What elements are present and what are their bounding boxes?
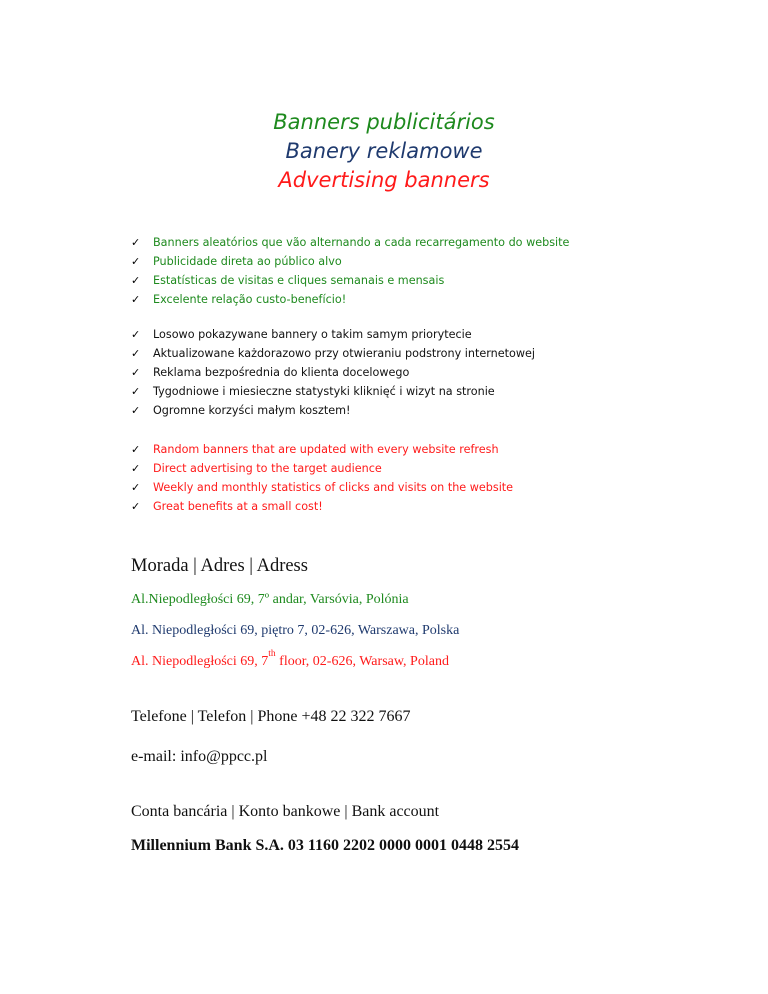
list-item-text: Great benefits at a small cost! (153, 500, 323, 513)
checkmark-icon: ✓ (131, 404, 141, 417)
checkmark-icon: ✓ (131, 255, 141, 268)
list-item (131, 401, 535, 420)
list-item-text: Weekly and monthly statistics of clicks and visits on the website (153, 481, 514, 494)
title-portuguese: Banners publicitários (273, 110, 495, 134)
checkmark-icon: ✓ (131, 293, 141, 306)
checkmark-icon: ✓ (131, 443, 141, 456)
features-list-portuguese (131, 233, 569, 309)
features-list-english (131, 440, 513, 516)
checkmark-icon: ✓ (131, 385, 141, 398)
bank-account-label: Conta bancária | Konto bankowe | Bank account (131, 803, 440, 820)
list-item (131, 271, 569, 290)
checkmark-icon: ✓ (131, 328, 141, 341)
list-item-text: Ogromne korzyści małym kosztem! (153, 404, 351, 417)
list-item (131, 290, 569, 309)
list-item (131, 382, 535, 401)
list-item-text: Estatísticas de visitas e cliques semanais e mensais (153, 274, 445, 287)
address-portuguese: Al.Niepodległości 69, 7º andar, Varsóvia, Polónia (131, 592, 409, 607)
list-item (131, 459, 513, 478)
list-item (131, 478, 513, 497)
list-item-text: Banners aleatórios que vão alternando a cada recarregamento do website (153, 236, 570, 249)
list-item-text: Aktualizowane każdorazowo przy otwieraniu podstrony internetowej (153, 347, 535, 360)
checkmark-icon: ✓ (131, 500, 141, 513)
checkmark-icon: ✓ (131, 462, 141, 475)
title-english: Advertising banners (278, 168, 490, 192)
address-english-ordinal: th (268, 649, 276, 660)
list-item (131, 344, 535, 363)
checkmark-icon: ✓ (131, 274, 141, 287)
list-item-text: Random banners that are updated with every website refresh (153, 443, 499, 456)
checkmark-icon: ✓ (131, 236, 141, 249)
list-item (131, 440, 513, 459)
phone-line: Telefone | Telefon | Phone +48 22 322 7667 (131, 708, 411, 725)
bank-account-number: Millennium Bank S.A. 03 1160 2202 0000 0001 0448 2554 (131, 837, 520, 854)
list-item (131, 325, 535, 344)
address-english (131, 649, 449, 670)
list-item (131, 363, 535, 382)
list-item (131, 252, 569, 271)
title-block (0, 108, 768, 195)
checkmark-icon: ✓ (131, 481, 141, 494)
list-item-text: Reklama bezpośrednia do klienta docelowego (153, 366, 410, 379)
list-item-text: Excelente relação custo-benefício! (153, 293, 347, 306)
list-item-text: Direct advertising to the target audience (153, 462, 382, 475)
list-item-text: Tygodniowe i miesieczne statystyki kliknięć i wizyt na stronie (153, 385, 495, 398)
address-polish: Al. Niepodległości 69, piętro 7, 02-626, Warszawa, Polska (131, 623, 460, 638)
checkmark-icon: ✓ (131, 366, 141, 379)
address-english-part2: floor, 02-626, Warsaw, Poland (275, 654, 449, 669)
list-item (131, 233, 569, 252)
address-heading: Morada | Adres | Adress (131, 556, 308, 576)
address-english-part1: Al. Niepodległości 69, 7 (131, 654, 269, 669)
email-line: e-mail: info@ppcc.pl (131, 748, 268, 765)
list-item (131, 497, 513, 516)
checkmark-icon: ✓ (131, 347, 141, 360)
features-list-polish (131, 325, 535, 420)
title-polish: Banery reklamowe (285, 139, 483, 163)
list-item-text: Publicidade direta ao público alvo (153, 255, 342, 268)
list-item-text: Losowo pokazywane bannery o takim samym priorytecie (153, 328, 472, 341)
